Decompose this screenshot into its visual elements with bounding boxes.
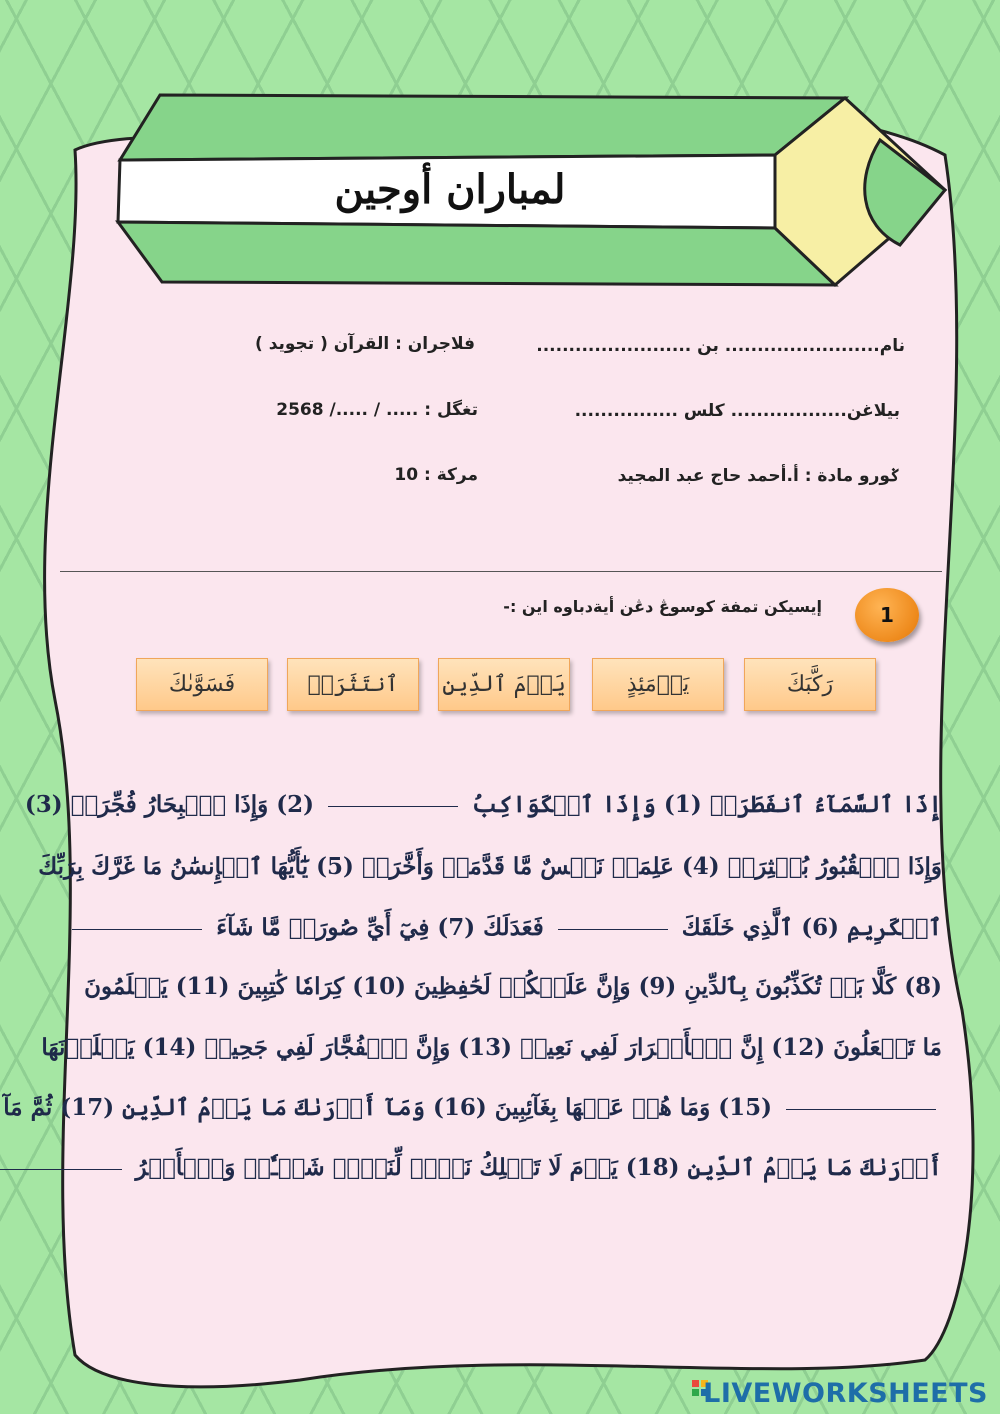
- verse-text: (15) وَمَا هُمۡ عَنۡهَا بِغَآئِبِينَ (16) وَمَآ أَدۡرَىٰكَ مَا يَوۡمُ ٱلدِّينِ (17) ثُمَّ مَآ: [3, 1094, 772, 1121]
- answer-blank-15[interactable]: [786, 1108, 936, 1110]
- verse-line-4: [62, 973, 942, 1000]
- verse-line-1: [24, 791, 942, 818]
- verse-text: فَعَدَلَكَ (7) فِيٓ أَيِّ صُورَةٖ مَّا شَآءَ: [216, 914, 544, 941]
- subject-label: فلاجران : القرآن ( تجويد ): [255, 334, 475, 354]
- pencil-body-bottom: [118, 222, 835, 285]
- teacher-label: ݢورو مادة : أ.أحمد حاج عبد المجيد: [617, 466, 900, 486]
- verse-text: إِذَا ٱلسَّمَآءُ ٱنفَطَرَتۡ (1) وَإِذَا ٱلۡكَوَاكِبُ: [472, 791, 942, 818]
- word-choice-1[interactable]: رَكَّبَكَ: [744, 658, 876, 711]
- class-field: بيلاغن.................. كلس ................: [574, 401, 900, 421]
- verse-text: وَإِذَا ٱلۡقُبُورُ بُعۡثِرَتۡ (4) عَلِمَتۡ نَفۡسٌ مَّا قَدَّمَتۡ وَأَخَّرَتۡ (5) يَٰٓأَيُّهَا ٱلۡإِنسَٰنُ مَا غَرَّكَ بِرَبِّكَ: [38, 853, 942, 880]
- answer-blank-19[interactable]: [0, 1168, 122, 1170]
- question-instruction: إيسيكن تمفة كوسوڠ دڠن أيةدباوه اين :-: [503, 597, 822, 616]
- pencil-body-top: [120, 95, 845, 160]
- student-name-field: نام........................ بن ........................: [536, 336, 905, 356]
- answer-blank-7[interactable]: [558, 928, 668, 930]
- paper-background: [45, 115, 973, 1387]
- question-number-badge: 1: [855, 588, 919, 642]
- verse-line-3: [62, 914, 942, 941]
- word-choice-5[interactable]: فَسَوَّىٰكَ: [136, 658, 268, 711]
- verse-text: ٱلۡكَرِيمِ (6) ٱلَّذِي خَلَقَكَ: [681, 914, 942, 941]
- date-field: تغگل : ..... / ...../ 2568: [276, 400, 478, 420]
- answer-blank-8[interactable]: [72, 928, 202, 930]
- verse-line-5: [41, 1034, 942, 1061]
- page-title: لمباران أوجين: [334, 166, 566, 213]
- verse-line-6: [3, 1094, 942, 1121]
- verse-text: أَدۡرَىٰكَ مَا يَوۡمُ ٱلدِّينِ (18) يَوۡمَ لَا تَمۡلِكُ نَفۡسٞ لِّنَفۡسٖ شَيۡـٔٗاۖ وَٱلۡأَمۡرُ: [135, 1154, 942, 1181]
- verse-text: مَا تَفۡعَلُونَ (12) إِنَّ ٱلۡأَبۡرَارَ لَفِي نَعِيمٖ (13) وَإِنَّ ٱلۡفُجَّارَ لَفِي جَحِيمٖ (14) يَصۡلَوۡنَهَا: [41, 1034, 942, 1061]
- liveworksheets-brand[interactable]: LIVEWORKSHEETS: [703, 1378, 988, 1409]
- verse-line-2: [38, 853, 942, 880]
- verse-line-7: [62, 1154, 942, 1181]
- word-choice-4[interactable]: ٱنتَثَرَتۡ: [287, 658, 419, 711]
- word-choice-3[interactable]: يَوۡمَ ٱلدِّينِ: [438, 658, 570, 711]
- verse-text: (2) وَإِذَا ٱلۡبِحَارُ فُجِّرَتۡ (3): [24, 791, 315, 818]
- word-choice-2[interactable]: يَوۡمَئِذٍ: [592, 658, 724, 711]
- answer-blank-2[interactable]: [328, 805, 458, 807]
- section-divider: [60, 571, 942, 572]
- verse-text: (8) كَلَّا بَلۡ تُكَذِّبُونَ بِٱلدِّينِ (9) وَإِنَّ عَلَيۡكُمۡ لَحَٰفِظِينَ (10) كِرَامٗا كَٰتِبِينَ (11) يَعۡلَمُونَ: [84, 973, 942, 1000]
- marks-label: مركة : 10: [394, 465, 478, 485]
